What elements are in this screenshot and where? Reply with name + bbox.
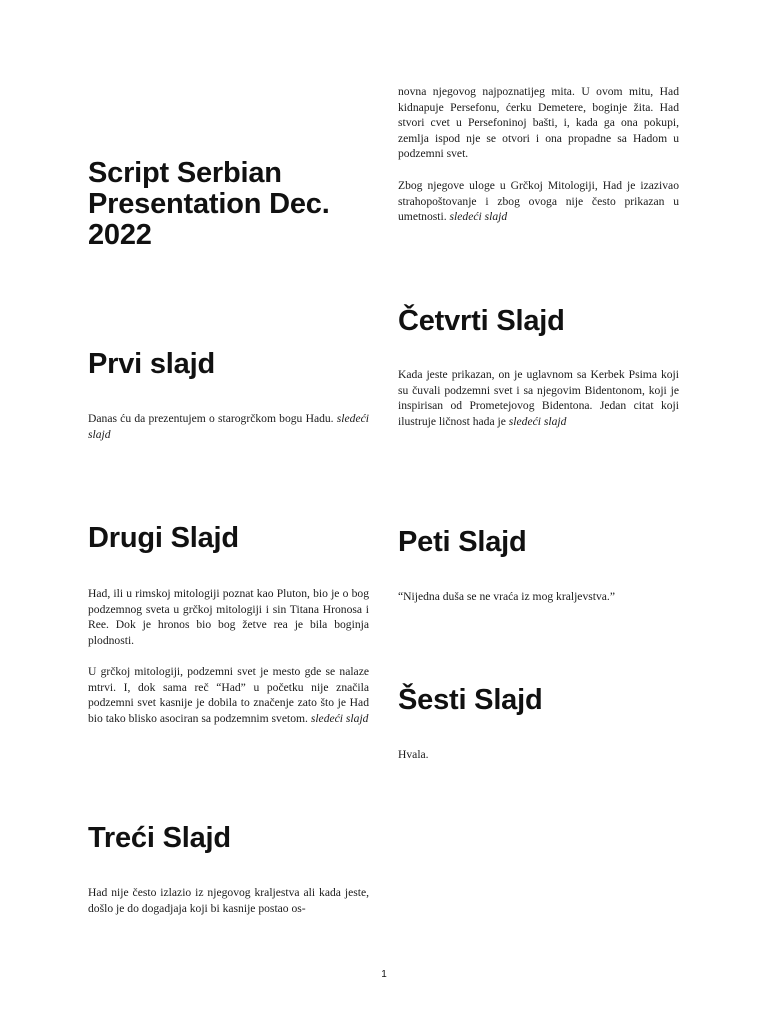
slide-2-paragraph-1: Had, ili u rimskoj mitologiji poznat kao Pluton, bio je o bog podzemnog sveta u grčkoj mitologiji i sin Titana Hronosa i Ree. Dok je hronos bio bog žetve rea je bila boginja plodnosti. (88, 587, 369, 647)
next-slide-label: sledeći slajd (310, 711, 369, 725)
next-slide-label: sledeći slajd (508, 414, 567, 428)
slide-3-heading: Treći Slajd (88, 822, 231, 854)
slide-5-quote: “Nijedna duša se ne vraća iz mog kraljevstva.” (398, 590, 615, 603)
slide-6-paragraph: Hvala. (398, 748, 429, 761)
slide-2-text-2 (88, 664, 369, 726)
slide-3-paragraph-1-continued: novna njegovog najpoznatijeg mita. U ovom mitu, Had kidnapuje Persefonu, ćerku Demetere, boginje žita. Had stvori cvet u Persefoninoj bašti, i, kada ga ona pokupi, zemlja ispod nje se otvori i ona propadne sa Hadom u podzemni svet. (398, 85, 679, 161)
next-slide-label: sledeći slajd (88, 412, 369, 441)
slide-6-heading: Šesti Slajd (398, 684, 543, 716)
page-number: 1 (381, 969, 387, 980)
slide-5-heading: Peti Slajd (398, 526, 527, 558)
slide-4-paragraph: Kada jeste prikazan, on je uglavnom sa Kerbek Psima koji su čuvali podzemni svet i sa njegovim Bidentonom, koji je inspirisan od Prometejovog Bidentona. Jedan citat koji ilustruje ličnost hada je (398, 368, 679, 428)
slide-2-heading: Drugi Slajd (88, 522, 239, 554)
slide-3-paragraph-1-start: Had nije često izlazio iz njegovog kraljestva ali kada jeste, došlo je do dogadjaja koji bi kasnije postao os- (88, 886, 369, 915)
document-title: Script Serbian Presentation Dec. 2022 (88, 157, 330, 251)
slide-4-heading: Četvrti Slajd (398, 305, 565, 337)
next-slide-label: sledeći slajd (449, 210, 508, 224)
slide-2-paragraph-2: U grčkoj mitologiji, podzemni svet je mesto gde se nalaze mtrvi. I, dok sama reč “Had” u početku nije značila podzemni svet kasnije je dobila to značenje zato što je Had bio tako blisko asociran sa podzemnim svetom. (88, 665, 369, 725)
slide-4-text (398, 367, 679, 429)
slide-1-text (88, 411, 369, 442)
slide-1-paragraph: Danas ću da prezentujem o starogrčkom bogu Hadu. (88, 412, 334, 425)
slide-3-paragraph-2: Zbog njegove uloge u Grčkoj Mitologiji, Had je izazivao strahopoštovanje i zbog ovoga nije često prikazan u umetnosti. (398, 179, 679, 224)
slide-3-text-2 (398, 178, 679, 225)
slide-1-heading: Prvi slajd (88, 348, 215, 380)
